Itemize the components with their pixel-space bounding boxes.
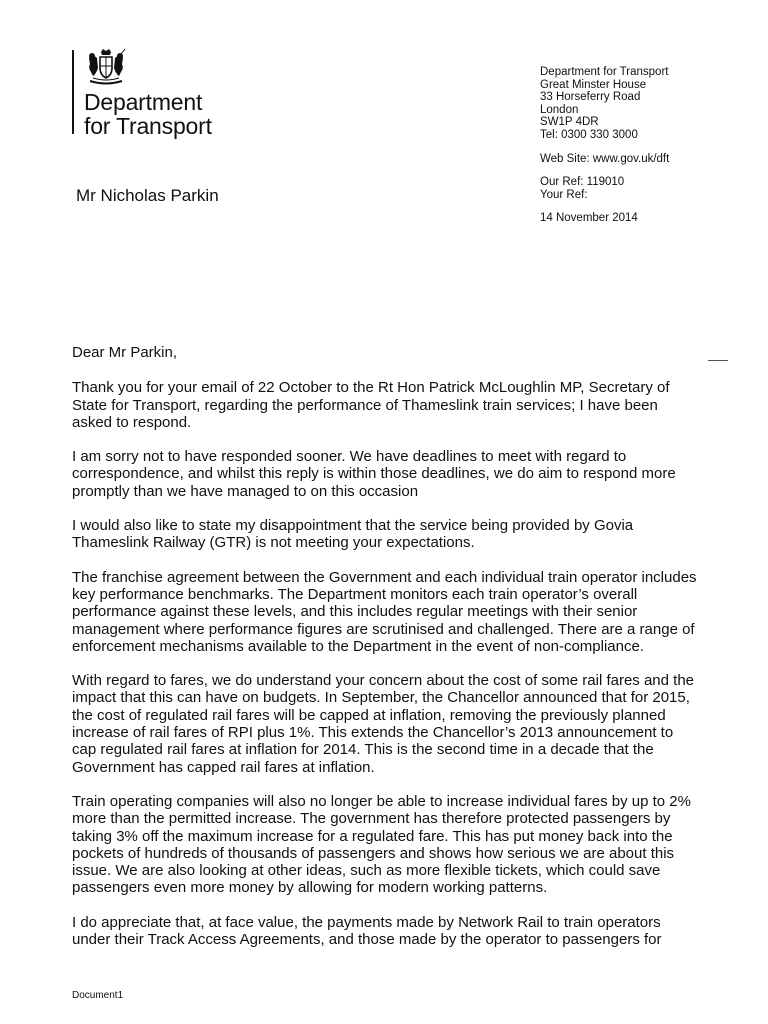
margin-mark (708, 360, 728, 361)
recipient-name: Mr Nicholas Parkin (76, 186, 219, 205)
department-logo (72, 48, 272, 140)
letter-body (72, 344, 700, 965)
your-reference: Your Ref: (540, 188, 588, 201)
paragraph: The franchise agreement between the Government and each individual train operator includes key performance benchmarks. The Department monitors each train operator’s overall performance against these levels, and this includes regular meetings with their senior management where performance figures are scrutinised and challenged. There are a range of enforcement mechanisms available to the Department in the event of non-compliance. (72, 568, 697, 655)
address-web: Web Site: www.gov.uk/dft (540, 152, 670, 165)
address-postcode: SW1P 4DR (540, 116, 599, 129)
letter-date: 14 November 2014 (540, 212, 638, 225)
paragraph: Train operating companies will also no longer be able to increase individual fares by up to 2% more than the permitted increase. The government has therefore protected passengers by taking 3% off the maximum increase for a regulated fare. This has put money back into the pockets of hundreds of thousands of passengers and shows how serious we are about this issue. We are also looking at other ideas, such as more flexible tickets, which could save passengers even more money by allowing for modern working patterns. (72, 792, 691, 897)
paragraph: I would also like to state my disappointment that the service being provided by Govia Thameslink Railway (GTR) is not meeting your expectations. (72, 517, 634, 552)
paragraph: I do appreciate that, at face value, the payments made by Network Rail to train operators under their Track Access Agreements, and those made by the operator to passengers for (72, 913, 662, 949)
address-org: Department for Transport (540, 66, 669, 78)
paragraph: I am sorry not to have responded sooner. We have deadlines to meet with regard to correspondence, and whilst this reply is within those deadlines, we do aim to respond more promptly than we have managed to on this occasion (72, 448, 676, 500)
salutation: Dear Mr Parkin, (72, 344, 178, 361)
paragraph: Thank you for your email of 22 October to the Rt Hon Patrick McLoughlin MP, Secretary of State for Transport, regarding the performance of Thameslink train services; I have been asked to respond. (72, 379, 670, 431)
logo-rule (72, 50, 74, 134)
paragraph: With regard to fares, we do understand your concern about the cost of some rail fares and the impact that this can have on budgets. In September, the Chancellor announced that for 2015, the cost of regulated rail fares will be capped at inflation, removing the previously planned increase of rail fares of RPI plus 1%. This extends the Chancellor’s 2013 announcement to cap regulated rail fares at inflation for 2014. This is the second time in a decade that the Government has capped rail fares at inflation. (72, 672, 695, 776)
sender-address-block (540, 66, 740, 225)
our-reference: Our Ref: 119010 (540, 176, 625, 189)
address-street: 33 Horseferry Road (540, 91, 641, 104)
department-name (84, 90, 212, 138)
address-building: Great Minster House (540, 78, 647, 91)
department-name-line2: for Transport (84, 113, 212, 139)
address-tel: Tel: 0300 330 3000 (540, 128, 638, 141)
document-footer: Document1 (72, 990, 124, 1001)
department-name-line1: Department (84, 89, 203, 115)
royal-coat-of-arms-icon (84, 48, 128, 86)
address-city: London (540, 103, 579, 116)
